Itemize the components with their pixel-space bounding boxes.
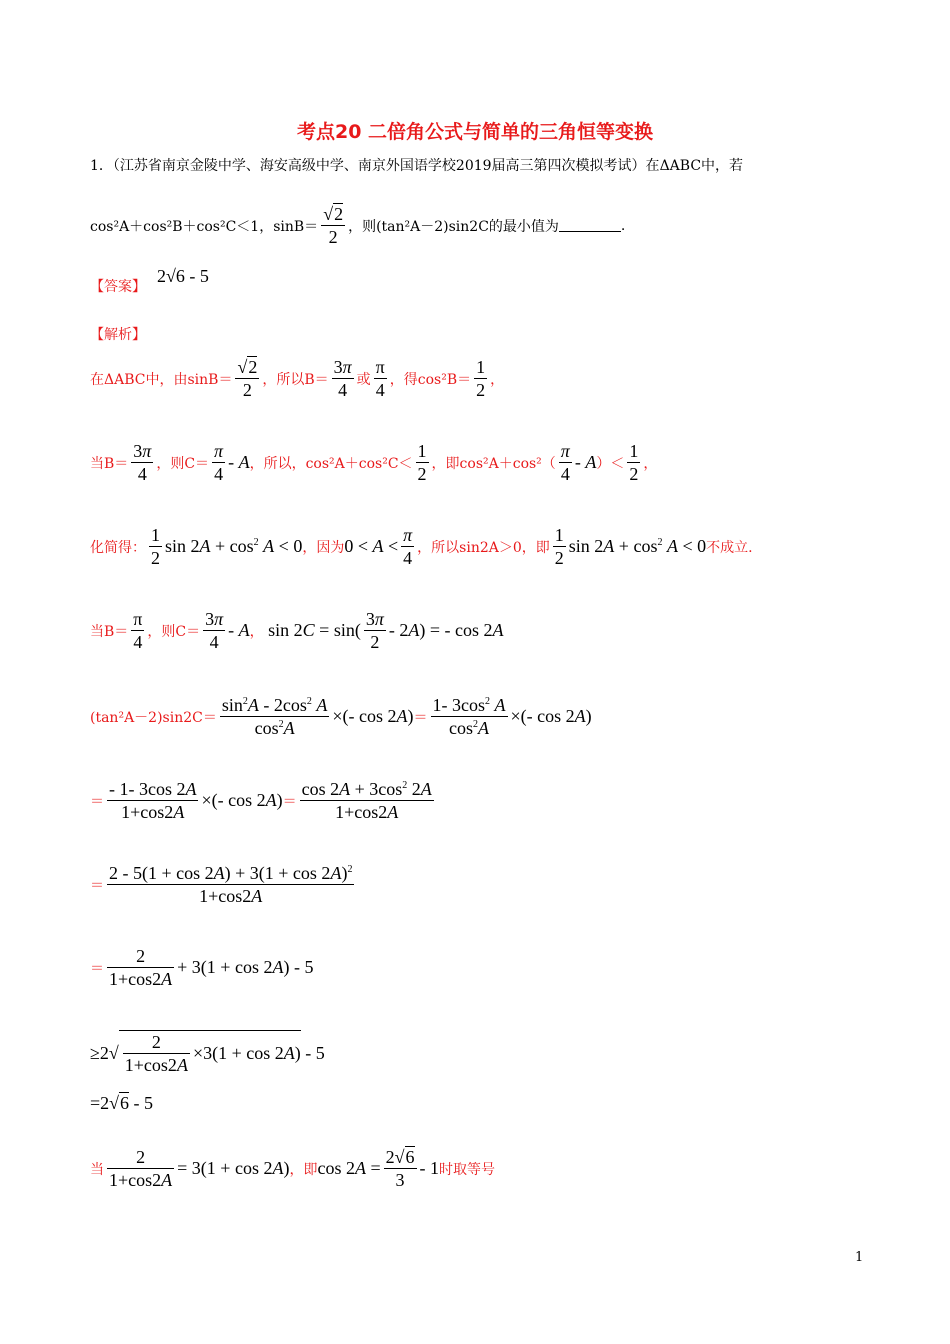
answer-label: 【答案】: [90, 279, 146, 295]
solution-line-8: ＝ $\frac{2}{1+\cos 2A}$ + 3(1 + cos 2A) - 5: [90, 946, 314, 989]
solution-line-11: 当 $\frac{2}{1+\cos 2A}$ = 3(1 + cos 2A) ，即 cos 2A = $\frac{2√6}{3}$ - 1 时取等号: [90, 1147, 495, 1190]
solution-line-3: 化简得： $\frac{1}{2}$ $\sin 2A + \cos^2 A < 0$ ，因为 0 < A < $\frac{\pi}{4}$ ，所以sin2A＞0，即 $\frac{1}{2}$ $\sin 2A + \cos^2 A < 0$ 不成立.: [90, 525, 753, 568]
problem-source: （江苏省南京金陵中学、海安高级中学、南京外国语学校2019届高三第四次模拟考试）在: [112, 158, 660, 174]
solution-line-9: ≥ 2√ $\frac{2}{1+\cos 2A}$ ×3(1 + cos 2 A ) - 5: [90, 1032, 325, 1075]
page-title: 考点20 二倍角公式与简单的三角恒等变换: [296, 121, 654, 143]
solution-line-6: ＝ $\frac{- 1- 3\cos 2A}{1+\cos 2A}$ ×(- cos 2A) ＝ $\frac{\cos 2A + 3\cos^2 2A}{1+\cos 2A}$: [90, 779, 432, 822]
solution-line-4: 当B＝ $\frac{\pi}{4}$ ，则C＝ $\frac{3\pi}{4}$ - A ， sin 2C = sin( $\frac{3\pi}{2}$ - 2A) = - cos 2A: [90, 609, 504, 652]
analysis-label: 【解析】: [90, 327, 146, 343]
solution-line-5: (tan²A－2)sin2C＝ $\frac{\sin^2A - 2\cos^2 A}{\cos^2A}$ ×(- cos 2A) ＝ $\frac{1- 3\cos^2 A}{\cos^2A}$ ×(- cos 2A): [90, 695, 592, 738]
problem-condition: cos²A＋cos²B＋cos²C＜1，sinB＝: [90, 218, 319, 235]
page-number: 1: [855, 1250, 864, 1265]
solution-line-1: 在ΔABC中，由sinB＝ $\frac{√2}{2}$ ，所以B＝ $\frac{3\pi}{4}$ 或 $\frac{\pi}{4}$ ，得cos²B＝ $\frac{1}{2}$ ，: [90, 357, 505, 400]
problem-number: 1．: [90, 158, 113, 174]
solution-line-7: ＝ $\frac{2 - 5(1 + \cos 2A) + 3(1 + \cos 2A)^2}{1+\cos 2A}$: [90, 863, 353, 906]
solution-line-2: 当B＝ $\frac{3\pi}{4}$ ，则C＝ $\frac{\pi}{4}$ - A ，所以，cos²A＋cos²C＜ $\frac{1}{2}$ ，即cos²A＋cos²（ $\frac{\pi}{4}$ - A ）＜ $\frac{1}{2}$ ，: [90, 441, 658, 484]
problem-line-2: cos²A＋cos²B＋cos²C＜1，sinB＝ $\frac{√2}{2}$ ，则(tan²A－2)sin2C的最小值为 .: [90, 204, 626, 247]
problem-line-1: [90, 155, 743, 175]
problem-triangle: ΔABC中，若: [659, 158, 744, 174]
problem-question: ，则(tan²A－2)sin2C的最小值为: [348, 218, 559, 235]
fraction-sqrt2-over-2: $\frac{√2}{2}$: [323, 204, 344, 247]
answer-blank: [559, 219, 621, 232]
answer-value: 2√6 - 5: [157, 266, 209, 286]
solution-line-10: =2√6 - 5: [90, 1093, 154, 1113]
